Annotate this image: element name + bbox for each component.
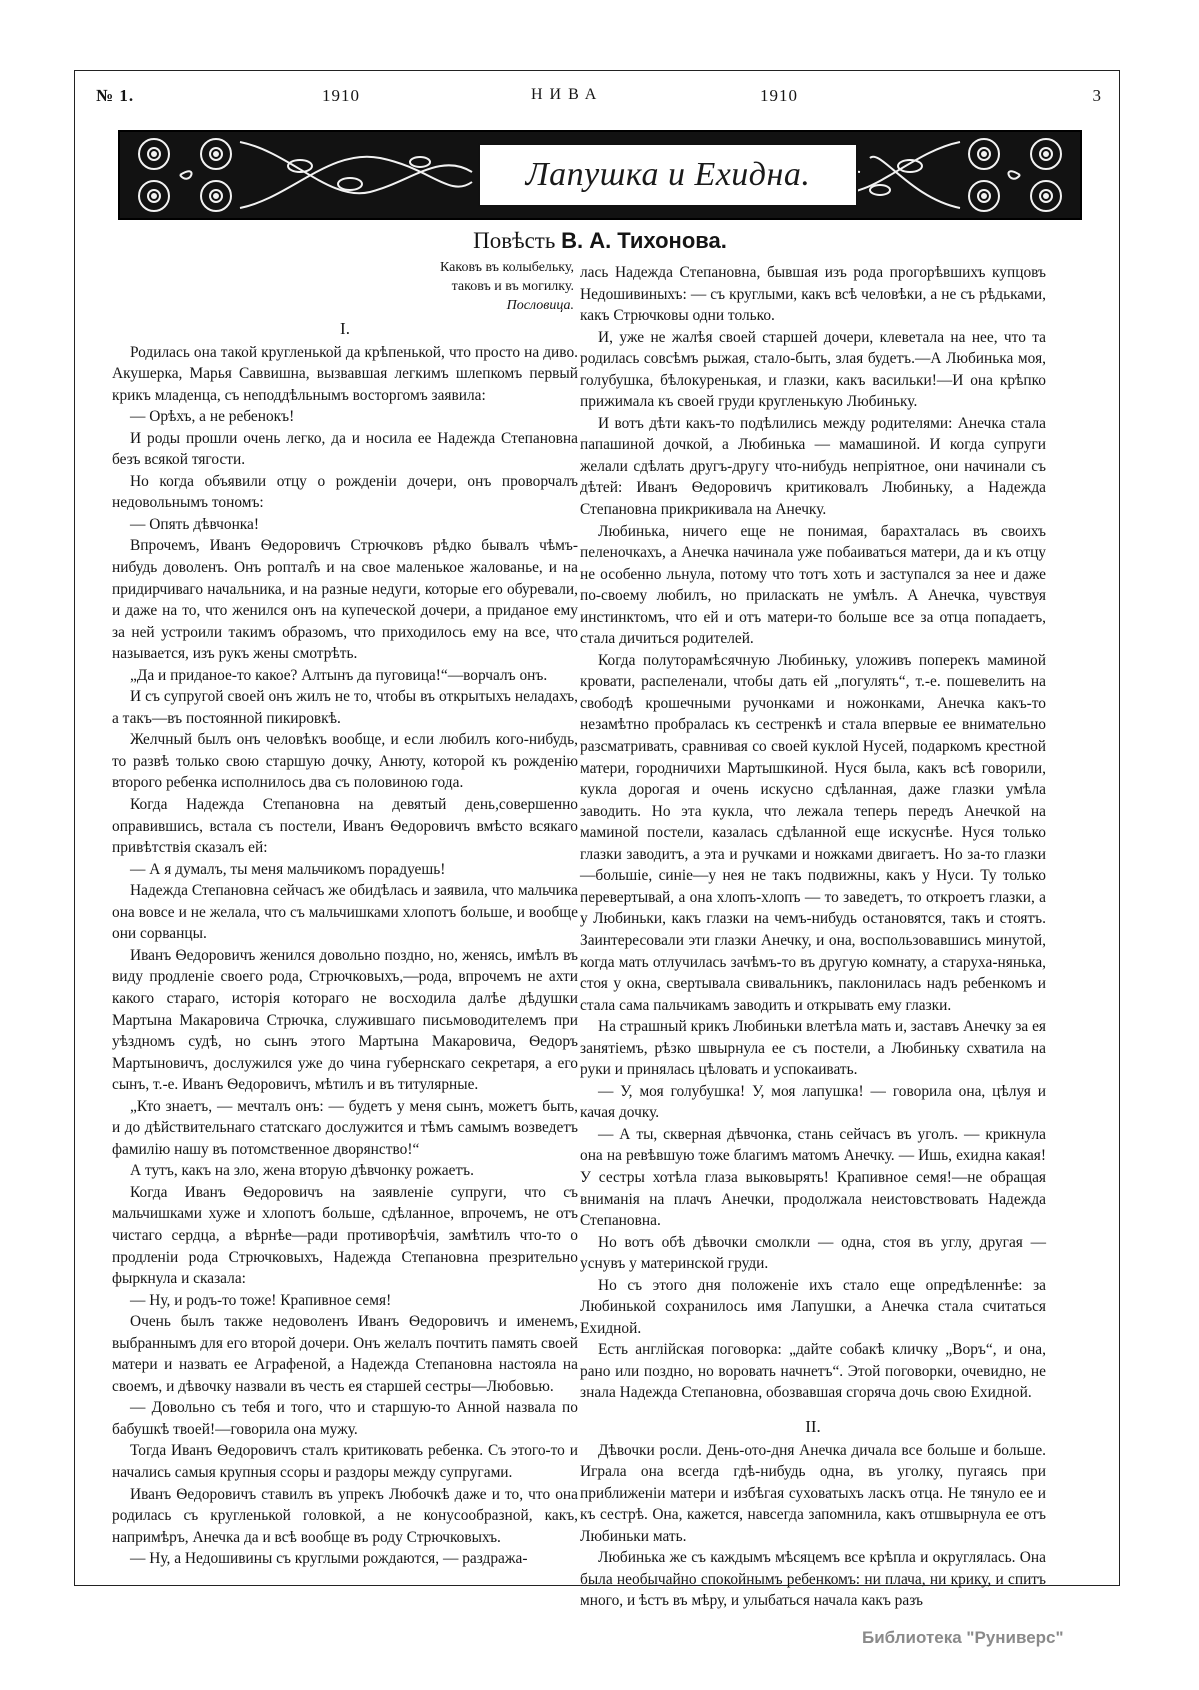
paragraph: Желчный былъ онъ человѣкъ вообще, и если любилъ кого-нибудь, то развѣ только свою старшую дочку, Анюту, которой къ рожденію второго ребенка исполнилось два съ половиною года. (112, 731, 578, 792)
paragraph: Но съ этого дня положеніе ихъ стало еще опредѣленнѣе: за Любинькой сохранилось имя Лапушки, а Анечка стала считаться Ехидной. (580, 1276, 1046, 1337)
right-column (580, 262, 1046, 1612)
ornamental-banner (118, 130, 1082, 220)
paragraph: Любинька, ничего еще не понимая, барахталась въ своихъ пеленочкахъ, а Анечка начинала уже побаиваться матери, да и къ отцу не особенно льнула, потому что тотъ хоть и заступался за нее и даже по-своему любилъ, но приласкать не умѣлъ. А Анечка, чувствуя инстинктомъ, что ей и отъ матери-то больше все за отца попадаетъ, стала дичиться родителей. (580, 522, 1046, 648)
chapter-heading: II. (805, 1416, 821, 1436)
paragraph: Когда Иванъ Ѳедоровичъ на заявленіе супруги, что съ мальчишками хуже и хлопотъ больше, сдѣланное, впрочемъ, не отъ чистаго сердца, а вѣрнѣе—ради противорѣчія, замѣтилъ что-то о продленіи рода Стрючковыхъ, Надежда Степановна презрительно фыркнула и сказала: (112, 1183, 578, 1288)
author-name: В. А. Тихонова. (561, 228, 727, 253)
genre-label: Повѣсть (473, 228, 562, 253)
paragraph: Очень былъ также недоволенъ Иванъ Ѳедоровичъ и именемъ, выбраннымъ для его второй дочери. Онъ желалъ почтить память своей матери и назвать ее Аграфеной, а Надежда Степановна настояла на своемъ, и дѣвочку назвали въ честь ея старшей сестры—Любовью. (112, 1313, 578, 1395)
paragraph: Есть англійская поговорка: „дайте собакѣ кличку „Воръ“, и она, рано или поздно, но воровать начнетъ“. Этой поговорки, очевидно, не знала Надежда Степановна, обозвавшая сгоряча дочь свою Ехидной. (580, 1341, 1046, 1402)
paragraph: Впрочемъ, Иванъ Ѳедоровичъ Стрючковъ рѣдко бывалъ чѣмъ-нибудь доволенъ. Онъ роптал̂ъ и на свое маленькое жалованье, и на придирчиваго начальника, и на разные недуги, которые его обуревали, и даже на то, что женился онъ на купеческой дочери, а приданое ему за ней устроили такимъ образомъ, что приходилось ему на все, что называется, изъ рукъ жены смотрѣть. (112, 537, 578, 663)
epigraph-source: Пословица. (506, 298, 574, 313)
right-paragraphs-2 (580, 1440, 1046, 1612)
paragraph: Когда Надежда Степановна на девятый день,совершенно оправившись, встала съ постели, Иванъ Ѳедоровичъ вмѣсто всякаго привѣтствія сказалъ ей: (112, 796, 578, 857)
paragraph: Дѣвочки росли. День-ото-дня Анечка дичала все больше и больше. Играла она всегда гдѣ-нибудь одна, въ уголку, пугаясь при приближеніи матери и избѣгая суховатыхъ ласкъ отца. Не тянуло ее и къ сестрѣ. Она, кажется, навсегда запомнила, какъ отшвырнула ее отъ Любиньки мать. (580, 1441, 1046, 1545)
magazine-title: НИВА (531, 86, 604, 103)
library-watermark: Библиотека "Руниверс" (862, 1628, 1064, 1647)
chapter-heading: I. (340, 319, 350, 338)
paragraph: Надежда Степановна сейчасъ же обидѣлась и заявила, что мальчика она вовсе и не желала, что съ мальчишками хлопотъ больше, и вообще они сорванцы. (112, 882, 578, 943)
story-subtitle (330, 228, 870, 254)
paragraph: Иванъ Ѳедоровичъ женился довольно поздно, но, женясь, имѣлъ въ виду продленіе своего рода, Стрючковыхъ,—рода, впрочемъ не ахти какого стараго, исторія котораго не восходила далѣе дѣдушки Мартына Макаровича Стрючка, служившаго письмоводителемъ при уѣздномъ судѣ, но сынъ этого Мартына Макаровича, Ѳедоръ Мартыновичъ, дослужился уже до чина губернскаго секретаря, а его сынъ, т.-е. Иванъ Ѳедоровичъ, мѣтилъ и въ титулярные. (112, 946, 578, 1094)
paragraph: И, уже не жалѣя своей старшей дочери, клеветала на нее, что та родилась совсѣмъ рыжая, стало-быть, злая будетъ.—А Любинька моя, голубушка, бѣлокуренькая, и глазки, какъ васильки!—И она крѣпко прижимала къ своей груди кругленькую Любиньку. (580, 328, 1046, 411)
paragraph: И съ супругой своей онъ жилъ не то, чтобы въ открытыхъ неладахъ, а такъ—въ постоянной пикировкѣ. (112, 688, 578, 727)
paragraph: И вотъ дѣти какъ-то подѣлились между родителями: Анечка стала папашиной дочкой, а Любинька — мамашиной. И когда супруги желали сдѣлать другъ-другу что-нибудь непріятное, они начинали съ дѣтей: Иванъ Ѳедоровичъ критиковалъ Любиньку, а Надежда Степановна прикрикивала на Анечку. (580, 414, 1046, 519)
left-paragraphs (112, 342, 578, 1570)
epigraph-line: Каковъ въ колыбельку, (440, 260, 574, 275)
paragraph: А тутъ, какъ на зло, жена вторую дѣвчонку рожаетъ. (130, 1162, 474, 1180)
story-title: Лапушка и Ехидна. (525, 156, 811, 193)
paragraph: Но когда объявили отцу о рожденіи дочери, онъ проворчалъ недовольнымъ тономъ: (112, 472, 578, 512)
paragraph: — Довольно съ тебя и того, что и старшую-то Анной назвала по бабушкѣ твоей!—говорила она мужу. (112, 1399, 578, 1438)
right-paragraphs (580, 262, 1046, 1404)
paragraph: — А я думалъ, ты меня мальчикомъ порадуешь! (130, 860, 446, 878)
year-right: 1910 (760, 86, 798, 105)
paragraph: — Ну, а Недошивины съ круглыми рождаются, — раздража- (130, 1550, 528, 1568)
paragraph: И роды прошли очень легко, да и носила ее Надежда Степановна безъ всякой тягости. (112, 429, 578, 469)
epigraph (112, 258, 578, 315)
page-number: 3 (1092, 86, 1102, 105)
paragraph: На страшный крикъ Любиньки влетѣла мать и, заставъ Анечку за ея занятіемъ, рѣзко швырнула ее съ постели, а Любиньку схватила на руки и принялась цѣловать и успокаивать. (580, 1018, 1046, 1079)
epigraph-line: таковъ и въ могилку. (451, 279, 574, 294)
paragraph: — У, моя голубушка! У, моя лапушка! — говорила она, цѣлуя и качая дочку. (580, 1082, 1046, 1122)
running-header (96, 86, 1102, 110)
paragraph: Тогда Иванъ Ѳедоровичъ сталъ критиковать ребенка. Съ этого-то и начались самыя крупныя ссоры и раздоры между супругами. (112, 1442, 578, 1481)
paragraph: „Кто знаетъ, — мечталъ онъ: — будетъ у меня сынъ, можетъ быть, и до дѣйствительнаго статскаго дослужится и тѣмъ самымъ возведетъ фамилію нашу въ потомственное дворянство!“ (112, 1097, 578, 1158)
paragraph: Когда полуторамѣсячную Любиньку, уложивъ поперекъ маминой кровати, распеленали, чтобы дать ей „погулять“, т.-е. пошевелить на свободѣ крошечными ручонками и ножонками, Анечка какъ-то незамѣтно пробралась къ сестренкѣ и стала впервые ее внимательно разсматривать, сравнивая со своей куклой Нусей, подаркомъ крестной матери, городничихи Мартышкиной. Нуся была, какъ всѣ говорили, кукла дорогая и очень искусно сдѣланная, даже глазки умѣла заводить. Но эта кукла, что лежала теперь передъ Анечкой на маминой постели, казалась сдѣланной еще искуснѣе. Нуся только глазки заводитъ, а эта и ручками и ножками двигаетъ. Но за-то глазки—большіе, синіе—у нея не такъ подвижны, какъ у Нуси. Ту только перевертывай, а она хлопъ-хлопъ — то заведетъ, то откроетъ глазки, а у Любиньки, какъ глазки на чемъ-нибудь остановятся, такъ и стоятъ. Заинтересовали эти глазки Анечку, и она, воспользовавшись минутой, когда мать отлучилась зачѣмъ-то въ другую комнату, а старуха-нянька, стоя у окна, свертывала свивальникъ, паклонилась надъ ребенкомъ и стала сама пальчикамъ заводить и открывать ему глазки. (580, 651, 1046, 1014)
paragraph: — Ну, и родъ-то тоже! Крапивное семя! (130, 1291, 392, 1309)
paragraph: лась Надежда Степановна, бывшая изъ рода прогорѣвшихъ купцовъ Недошивиныхъ: — съ круглыми, какъ всѣ человѣки, а не съ рѣдьками, какъ Стрючковы одни только. (580, 264, 1046, 325)
paragraph: Но вотъ обѣ дѣвочки смолкли — одна, стоя въ углу, другая — уснувъ у материнской груди. (580, 1233, 1046, 1273)
year-left: 1910 (322, 86, 360, 105)
paragraph: Родилась она такой кругленькой да крѣпенькой, что просто на диво. Акушерка, Марья Саввишна, вызвавшая легкимъ шлепкомъ первый крикъ младенца, съ неподдѣльнымъ восторгомъ заявила: (112, 343, 578, 404)
paragraph: — Опять дѣвчонка! (130, 515, 260, 533)
title-cartouche (478, 143, 858, 207)
paragraph: — Орѣхъ, а не ребенокъ! (130, 408, 295, 426)
paragraph: „Да и приданое-то какое? Алтынъ да пуговица!“—ворчалъ онъ. (130, 666, 548, 684)
paragraph: Иванъ Ѳедоровичъ ставилъ въ упрекъ Любочкѣ даже и то, что она родилась съ кругленькой головкой, а не конусообразной, какъ, напримѣръ, Анечка да и всѣ вообще въ роду Стрючковыхъ. (112, 1485, 578, 1546)
paragraph: Любинька же съ каждымъ мѣсяцемъ все крѣпла и округлялась. Она была необычайно спокойнымъ ребенкомъ: ни плача, ни крику, и спитъ много, и ѣстъ въ мѣру, и улыбаться начала какъ разъ (580, 1549, 1046, 1610)
left-column (112, 258, 578, 1570)
paragraph: — А ты, скверная дѣвчонка, стань сейчасъ въ уголъ. — крикнула она на ревѣвшую тоже благимъ матомъ Анечку. — Ишь, ехидна какая! У сестры хотѣла глаза выковырять! Крапивное семя!—не обращая вниманія на плачъ Анечки, продолжала неистовствовать Надежда Степановна. (580, 1125, 1046, 1230)
issue-number: № 1. (96, 86, 135, 105)
